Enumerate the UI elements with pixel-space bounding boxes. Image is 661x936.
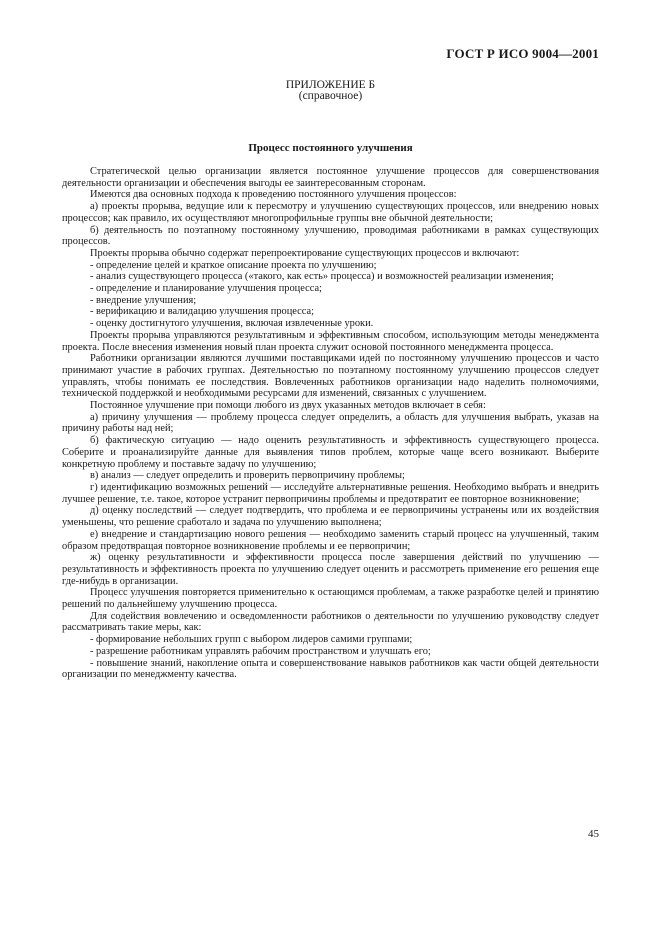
standard-header: ГОСТ Р ИСО 9004—2001 <box>446 46 599 61</box>
list-item: а) проекты прорыва, ведущие или к пересмотру и улучшению существующих процессов, или внедрению новых процессов; как правило, их осуществляют многопрофильные группы вне обычной деятельности; <box>62 201 599 224</box>
bullet-item: - верификацию и валидацию улучшения процесса; <box>90 306 314 318</box>
list-item: в) анализ — следует определить и проверить первопричину проблемы; <box>90 470 405 482</box>
list-item: а) причину улучшения — проблему процесса следует определить, а область для улучшения выбрать, указав на причину работы над ней; <box>62 411 599 435</box>
appendix-note: (справочное) <box>298 90 363 102</box>
paragraph: Для содействия вовлечению и осведомленности работников о деятельности по улучшению руководству следует рассматривать такие меры, как: <box>62 610 599 634</box>
list-item: д) оценку последствий — следует подтвердить, что проблема и ее первопричины устранены или их воздействия уменьшены, что решение сработало и задача по улучшению выполнена; <box>62 505 599 529</box>
bullet-item: - внедрение улучшения; <box>90 294 197 306</box>
appendix-title: ПРИЛОЖЕНИЕ Б <box>285 79 376 91</box>
bullet-item: - повышение знаний, накопление опыта и совершенствование навыков работников как части общей деятельности организации по менеджменту качества. <box>62 657 599 681</box>
bullet-item: - формирование небольших групп с выбором лидеров самими группами; <box>90 634 413 646</box>
paragraph: Проекты прорыва управляются результативным и эффективным способом, использующим методы менеджмента проекта. После внесения изменения новый план проекта служит основой постоянного менеджмента процесса. <box>62 329 599 353</box>
paragraph: Постоянное улучшение при помощи любого из двух указанных методов включает в себя: <box>90 400 486 412</box>
paragraph: Процесс улучшения повторяется применительно к остающимся проблемам, а также разработке целей и принятию решений по дальнейшему улучшению процесса. <box>62 587 599 611</box>
bullet-item: - определение целей и краткое описание проекта по улучшению; <box>90 259 377 271</box>
page-number: 45 <box>588 828 599 840</box>
paragraph: Стратегической целью организации является постоянное улучшение процессов для совершенствования деятельности организации и обеспечения выгоды ее заинтересованным сторонам. <box>62 166 599 189</box>
paragraph: Работники организации являются лучшими поставщиками идей по постоянному улучшению процессов и часто принимают участие в рабочих группах. Деятельностью по поэтапному постоянному улучшению процессов следует управлять, чтобы понимать ее последствия. Вовлеченных работников организации надо наделить полномочиями, технической поддержкой и необходимыми ресурсами для изменений, связанных с улучшением. <box>62 353 599 400</box>
bullet-item: - определение и планирование улучшения процесса; <box>90 283 322 295</box>
list-item: г) идентификацию возможных решений — исследуйте альтернативные решения. Необходимо выбрать и внедрить лучшее решение, т.е. такое, которое устранит первопричины проблемы и предотвратит ее повторное возникновение; <box>62 481 599 505</box>
appendix-heading <box>0 80 661 102</box>
list-item: б) деятельность по поэтапному постоянному улучшению, проводимая работниками в рамках существующих процессов. <box>62 224 599 248</box>
list-item: ж) оценку результативности и эффективности процесса после завершения действий по улучшению — результативность и эффективность проекта по улучшению следует оценить и рассмотреть применение его решения еще где-нибудь в организации. <box>62 552 599 587</box>
bullet-item: - анализ существующего процесса («такого, как есть» процесса) и возможностей реализации изменения; <box>90 271 554 283</box>
bullet-item: - разрешение работникам управлять рабочим пространством и улучшать его; <box>90 645 431 657</box>
list-item: б) фактическую ситуацию — надо оценить результативность и эффективность существующего процесса. Соберите и проанализируйте данные для выявления типов проблем, которые чаще всего возникают. Выберите конкретную проблему и поставьте задачу по улучшению; <box>62 435 599 470</box>
body-text <box>62 166 599 681</box>
list-item: е) внедрение и стандартизацию нового решения — необходимо заменить старый процесс на улучшенный, таким образом предотвращая повторное возникновение проблемы и ее первопричин; <box>62 528 599 552</box>
section-title: Процесс постоянного улучшения <box>248 142 413 154</box>
bullet-item: - оценку достигнутого улучшения, включая извлеченные уроки. <box>90 318 374 330</box>
paragraph: Имеются два основных подхода к проведению постоянного улучшения процессов: <box>90 189 457 201</box>
paragraph: Проекты прорыва обычно содержат перепроектирование существующих процессов и включают: <box>90 247 520 259</box>
